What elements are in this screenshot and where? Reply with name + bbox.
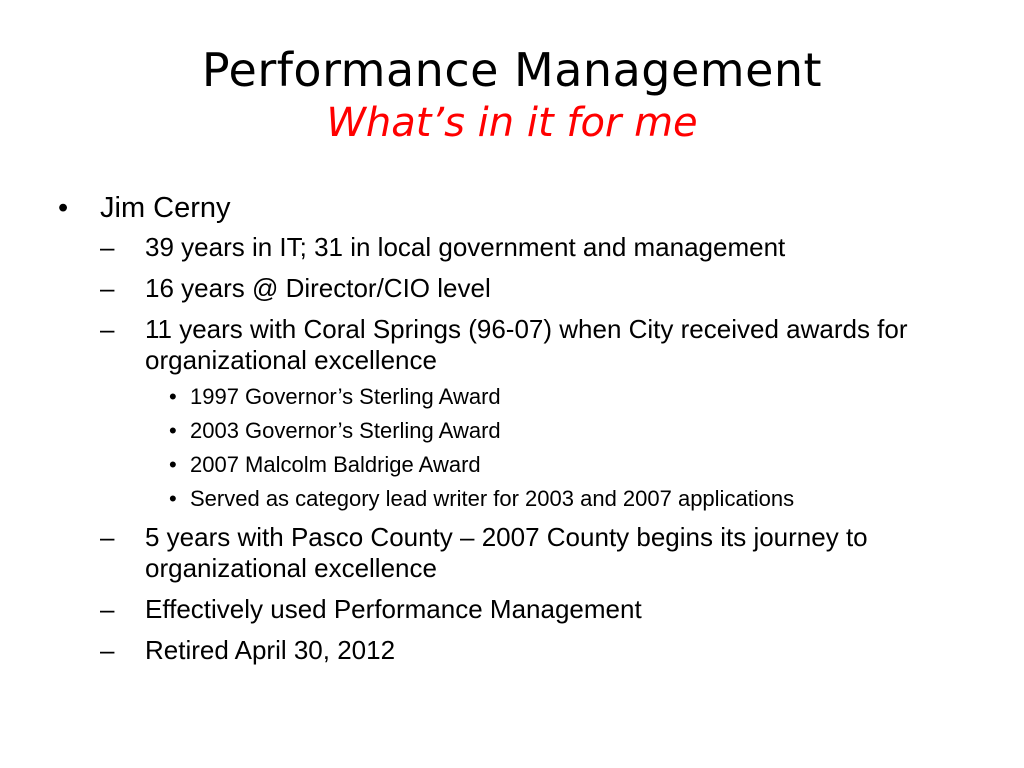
award-list (145, 383, 958, 512)
award-item (145, 451, 958, 478)
dash-icon: – (100, 522, 115, 552)
bullet-dot-icon: • (169, 384, 177, 409)
sub-bullet-item (100, 594, 958, 625)
sub-bullet-text: 39 years in IT; 31 in local government and management (145, 232, 786, 262)
bullet-dot-icon: • (169, 418, 177, 443)
award-item (145, 417, 958, 444)
award-text: 1997 Governor’s Sterling Award (190, 384, 501, 409)
sub-bullet-text: 5 years with Pasco County – 2007 County begins its journey to organizational excellence (145, 522, 868, 583)
bullet-dot-icon: • (58, 192, 69, 224)
sub-bullet-list (100, 232, 958, 666)
award-text: 2003 Governor’s Sterling Award (190, 418, 501, 443)
dash-icon: – (100, 232, 115, 262)
bullet-dot-icon: • (169, 452, 177, 477)
bullet-text: Jim Cerny (100, 192, 231, 224)
award-text: 2007 Malcolm Baldrige Award (190, 452, 481, 477)
dash-icon: – (100, 314, 115, 344)
bullet-dot-icon: • (169, 486, 177, 511)
bullet-item-jim-cerny (58, 190, 958, 666)
sub-bullet-text: 11 years with Coral Springs (96-07) when City received awards for organizational excellence (145, 314, 908, 375)
sub-bullet-item (100, 232, 958, 263)
dash-icon: – (100, 635, 115, 665)
sub-bullet-item (100, 273, 958, 304)
sub-bullet-text: Effectively used Performance Management (145, 594, 642, 624)
sub-bullet-item (100, 635, 958, 666)
sub-bullet-item (100, 522, 958, 584)
sub-bullet-item (100, 314, 958, 512)
slide-subtitle: What’s in it for me (326, 100, 698, 146)
award-item (145, 485, 958, 512)
sub-bullet-text: 16 years @ Director/CIO level (145, 273, 491, 303)
slide-content (58, 190, 958, 676)
dash-icon: – (100, 273, 115, 303)
slide-title: Performance Management (201, 43, 823, 97)
award-item (145, 383, 958, 410)
bullet-list (58, 190, 958, 666)
award-text: Served as category lead writer for 2003 and 2007 applications (190, 486, 795, 511)
dash-icon: – (100, 594, 115, 624)
title-block (0, 42, 1024, 148)
sub-bullet-text: Retired April 30, 2012 (145, 635, 396, 665)
